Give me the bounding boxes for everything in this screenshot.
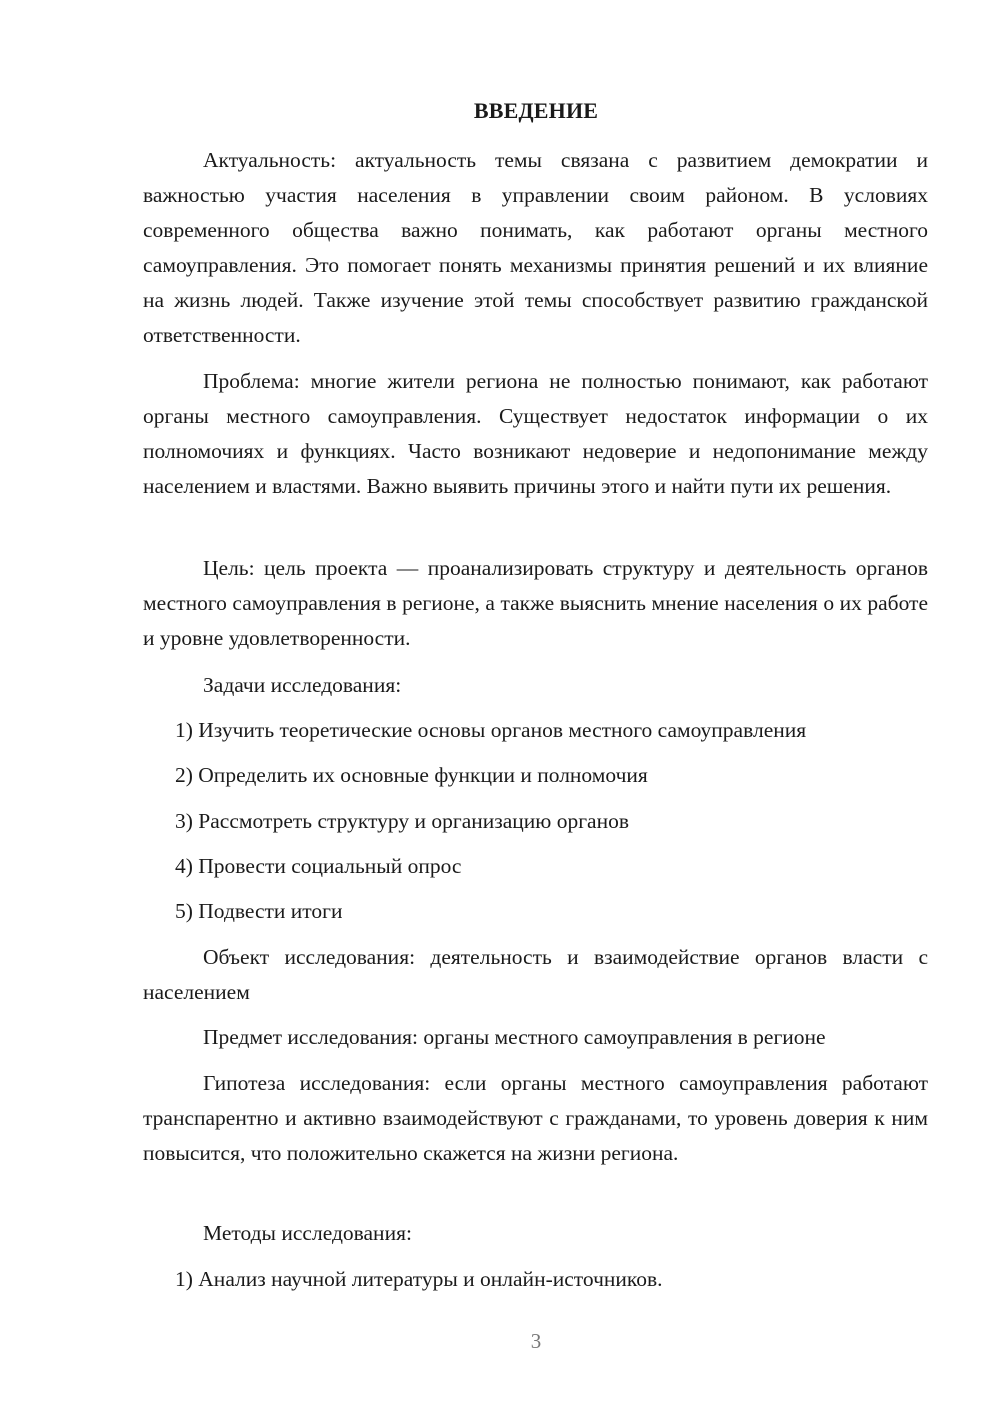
relevance-paragraph: Актуальность: актуальность темы связана с развитием демократии и важностью участия населения в управлении своим районом. В условиях современного общества важно понимать, как работают органы местного самоуправления. Это помогает понять механизмы принятия решений и их влияние на жизнь людей. Также изучение этой темы способствует развитию гражданской ответственности. <box>143 148 928 347</box>
list-item: 5) Подвести итоги <box>175 899 343 923</box>
object-paragraph: Объект исследования: деятельность и взаимодействие органов власти с населением <box>143 945 928 1004</box>
tasks-title: Задачи исследования: <box>203 673 402 697</box>
list-item: 1) Анализ научной литературы и онлайн-источников. <box>175 1267 663 1291</box>
problem-paragraph: Проблема: многие жители региона не полностью понимают, как работают органы местного самоуправления. Существует недостаток информации о их полномочиях и функциях. Часто возникают недоверие и недопонимание между населением и властями. Важно выявить причины этого и найти пути их решения. <box>143 369 928 498</box>
list-item: 3) Рассмотреть структуру и организацию органов <box>175 809 630 833</box>
methods-title: Методы исследования: <box>203 1221 412 1245</box>
list-item: 2) Определить их основные функции и полномочия <box>175 763 648 787</box>
page-title: ВВЕДЕНИЕ <box>473 98 599 123</box>
list-item: 1) Изучить теоретические основы органов местного самоуправления <box>175 718 807 742</box>
goal-paragraph: Цель: цель проекта — проанализировать структуру и деятельность органов местного самоуправления в регионе, а также выяснить мнение населения о их работе и уровне удовлетворенности. <box>143 556 928 650</box>
subject-paragraph: Предмет исследования: органы местного самоуправления в регионе <box>203 1025 826 1049</box>
list-item: 4) Провести социальный опрос <box>175 854 462 878</box>
hypothesis-paragraph: Гипотеза исследования: если органы местного самоуправления работают транспарентно и активно взаимодействуют с гражданами, то уровень доверия к ним повысится, что положительно скажется на жизни региона. <box>143 1071 928 1165</box>
page-number: 3 <box>530 1329 542 1353</box>
